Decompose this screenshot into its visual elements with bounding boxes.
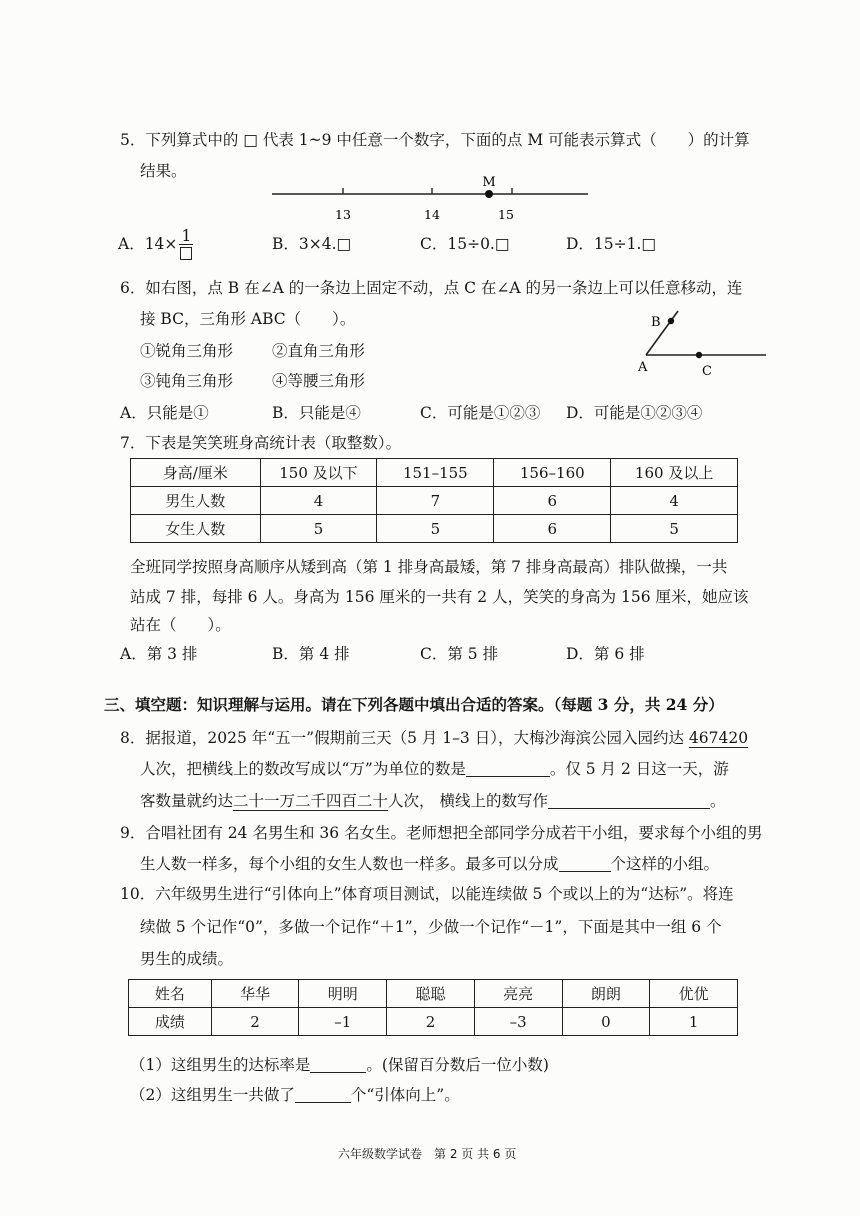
table-cell: 成绩 [129, 1008, 212, 1036]
label-b: B [651, 315, 661, 330]
q10-sub-2 [130, 1084, 460, 1106]
q7-stem: 7．下表是笑笑班身高统计表（取整数）。 [120, 434, 402, 452]
q6-angle-figure [630, 305, 770, 385]
table-header: 亮亮 [474, 980, 562, 1008]
q5-option-c[interactable]: C．15÷0.□ [420, 235, 510, 253]
q8-text: 8．据报道，2025 年“五一”假期前三天（5 月 1–3 日），大梅沙海滨公园入园约达 [120, 729, 689, 747]
table-row [129, 1008, 738, 1036]
q8-text: 。仅 5 月 2 日这一天，游 [549, 760, 729, 778]
table-header: 华华 [211, 980, 299, 1008]
table-cell: 6 [494, 487, 611, 515]
q6-option-d[interactable]: D．可能是①②③④ [566, 404, 703, 422]
section-heading: 三、填空题：知识理解与运用。请在下列各题中填出合适的答案。（每题 3 分，共 24 分） [104, 695, 724, 714]
label-c: C [702, 364, 712, 379]
q5-number-line [260, 170, 600, 228]
fraction-numerator: 1 [179, 229, 193, 245]
point-m-label: M [482, 175, 496, 190]
tick-label-13: 13 [335, 207, 351, 222]
q8-underlined-number: 467420 [688, 729, 749, 747]
q6-stem: 6．如右图，点 B 在∠A 的一条边上固定不动，点 C 在∠A 的另一条边上可以任意移动，连 [120, 279, 743, 297]
table-header: 151–155 [377, 459, 494, 487]
table-cell: 0 [562, 1008, 650, 1036]
q10-text: 。(保留百分数后一位小数) [366, 1056, 549, 1074]
height-stats-table [130, 458, 738, 543]
q6-choice-1: ①锐角三角形 [140, 342, 234, 360]
q8-text: 。 [709, 792, 726, 810]
q6-option-c[interactable]: C．可能是①②③ [420, 404, 541, 422]
q10-line-3: 男生的成绩。 [140, 950, 234, 968]
q9-text: 生人数一样多，每个小组的女生人数也一样多。最多可以分成 [140, 855, 559, 873]
q9-line-1: 9．合唱社团有 24 名男生和 36 名女生。老师想把全部同学分成若干小组，要求每个小组的男 [120, 824, 763, 842]
q5-stem-cont: 结果。 [140, 162, 187, 180]
table-cell: 2 [211, 1008, 299, 1036]
table-header: 朗朗 [562, 980, 650, 1008]
q5-option-d[interactable]: D．15÷1.□ [566, 235, 657, 253]
q5-option-a[interactable] [118, 226, 193, 262]
q8-underlined-words: 二十一万二千四百二十 [233, 792, 389, 810]
point-b [668, 318, 674, 324]
fraction-denominator [179, 245, 193, 262]
table-header: 姓名 [129, 980, 212, 1008]
table-cell: 女生人数 [131, 515, 261, 543]
q7-option-c[interactable]: C．第 5 排 [420, 645, 499, 663]
q8-answer-blank-1[interactable] [466, 760, 550, 777]
table-header: 身高/厘米 [131, 459, 261, 487]
q5-option-b[interactable]: B．3×4.□ [272, 235, 352, 253]
table-row [131, 515, 738, 543]
q6-option-a[interactable]: A．只能是① [120, 404, 209, 422]
q6-choice-2: ②直角三角形 [272, 342, 366, 360]
q5-option-a-fraction [179, 226, 193, 262]
point-m [485, 190, 493, 198]
q7-option-d[interactable]: D．第 6 排 [566, 645, 645, 663]
q8-line-2 [140, 758, 729, 780]
table-cell: 5 [260, 515, 377, 543]
q6-stem-cont: 接 BC，三角形 ABC（ ）。 [140, 310, 356, 328]
label-a: A [638, 360, 648, 375]
pullup-score-table [128, 979, 738, 1036]
table-header: 聪聪 [387, 980, 475, 1008]
q10-text: （2）这组男生一共做了 [130, 1086, 295, 1104]
table-cell: 男生人数 [131, 487, 261, 515]
q6-choice-4: ④等腰三角形 [272, 372, 366, 390]
blank-square-icon [180, 247, 192, 260]
table-header: 明明 [299, 980, 387, 1008]
table-header-row [129, 980, 738, 1008]
table-cell: 1 [650, 1008, 738, 1036]
q7-text-1: 全班同学按照身高顺序从矮到高（第 1 排身高最矮，第 7 排身高最高）排队做操，一共 [130, 558, 728, 576]
table-cell: –1 [299, 1008, 387, 1036]
q8-answer-blank-2[interactable] [548, 792, 710, 809]
table-header-row [131, 459, 738, 487]
q8-line-3 [140, 790, 725, 812]
q8-text: 人次，把横线上的数改写成以“万”为单位的数是 [140, 760, 466, 778]
q10-text: 个“引体向上”。 [350, 1086, 460, 1104]
q7-text-2: 站成 7 排，每排 6 人。身高为 156 厘米的一共有 2 人，笑笑的身高为 156 厘米，她应该 [130, 588, 749, 606]
q9-answer-blank[interactable] [559, 855, 611, 872]
table-cell: –3 [474, 1008, 562, 1036]
q10-line-2: 续做 5 个记作“0”，多做一个记作“＋1”，少做一个记作“－1”，下面是其中一组 6 个 [140, 918, 722, 936]
table-cell: 4 [611, 487, 738, 515]
table-cell: 6 [494, 515, 611, 543]
q6-choice-3: ③钝角三角形 [140, 372, 234, 390]
table-cell: 2 [387, 1008, 475, 1036]
q8-text: 人次， 横线上的数写作 [388, 792, 548, 810]
tick-label-14: 14 [424, 207, 440, 222]
point-c [696, 352, 702, 358]
table-header: 优优 [650, 980, 738, 1008]
q5-option-a-prefix: A．14× [118, 235, 178, 253]
q8-text: 客数量就约达 [140, 792, 234, 810]
page-footer: 六年级数学试卷 第 2 页 共 6 页 [338, 1147, 517, 1161]
table-header: 150 及以下 [260, 459, 377, 487]
table-cell: 4 [260, 487, 377, 515]
q10-text: （1）这组男生的达标率是 [130, 1056, 311, 1074]
tick-label-15: 15 [498, 207, 514, 222]
table-header: 156–160 [494, 459, 611, 487]
q8-line-1 [120, 727, 748, 749]
table-cell: 5 [611, 515, 738, 543]
table-row [131, 487, 738, 515]
q9-text: 个这样的小组。 [610, 855, 720, 873]
q10-answer-blank-1[interactable] [310, 1056, 366, 1073]
q6-option-b[interactable]: B．只能是④ [272, 404, 361, 422]
table-cell: 5 [377, 515, 494, 543]
table-cell: 7 [377, 487, 494, 515]
q7-option-b[interactable]: B．第 4 排 [272, 645, 350, 663]
table-header: 160 及以上 [611, 459, 738, 487]
q7-option-a[interactable]: A．第 3 排 [120, 645, 198, 663]
q5-stem: 5．下列算式中的 □ 代表 1~9 中任意一个数字，下面的点 M 可能表示算式（ ）的计算 [120, 131, 750, 149]
q7-text-3: 站在（ ）。 [130, 616, 231, 634]
q10-line-1: 10．六年级男生进行“引体向上”体育项目测试，以能连续做 5 个或以上的为“达标”。将连 [120, 885, 734, 903]
q10-sub-1 [130, 1054, 549, 1076]
q10-answer-blank-2[interactable] [295, 1086, 351, 1103]
q9-line-2 [140, 853, 719, 875]
